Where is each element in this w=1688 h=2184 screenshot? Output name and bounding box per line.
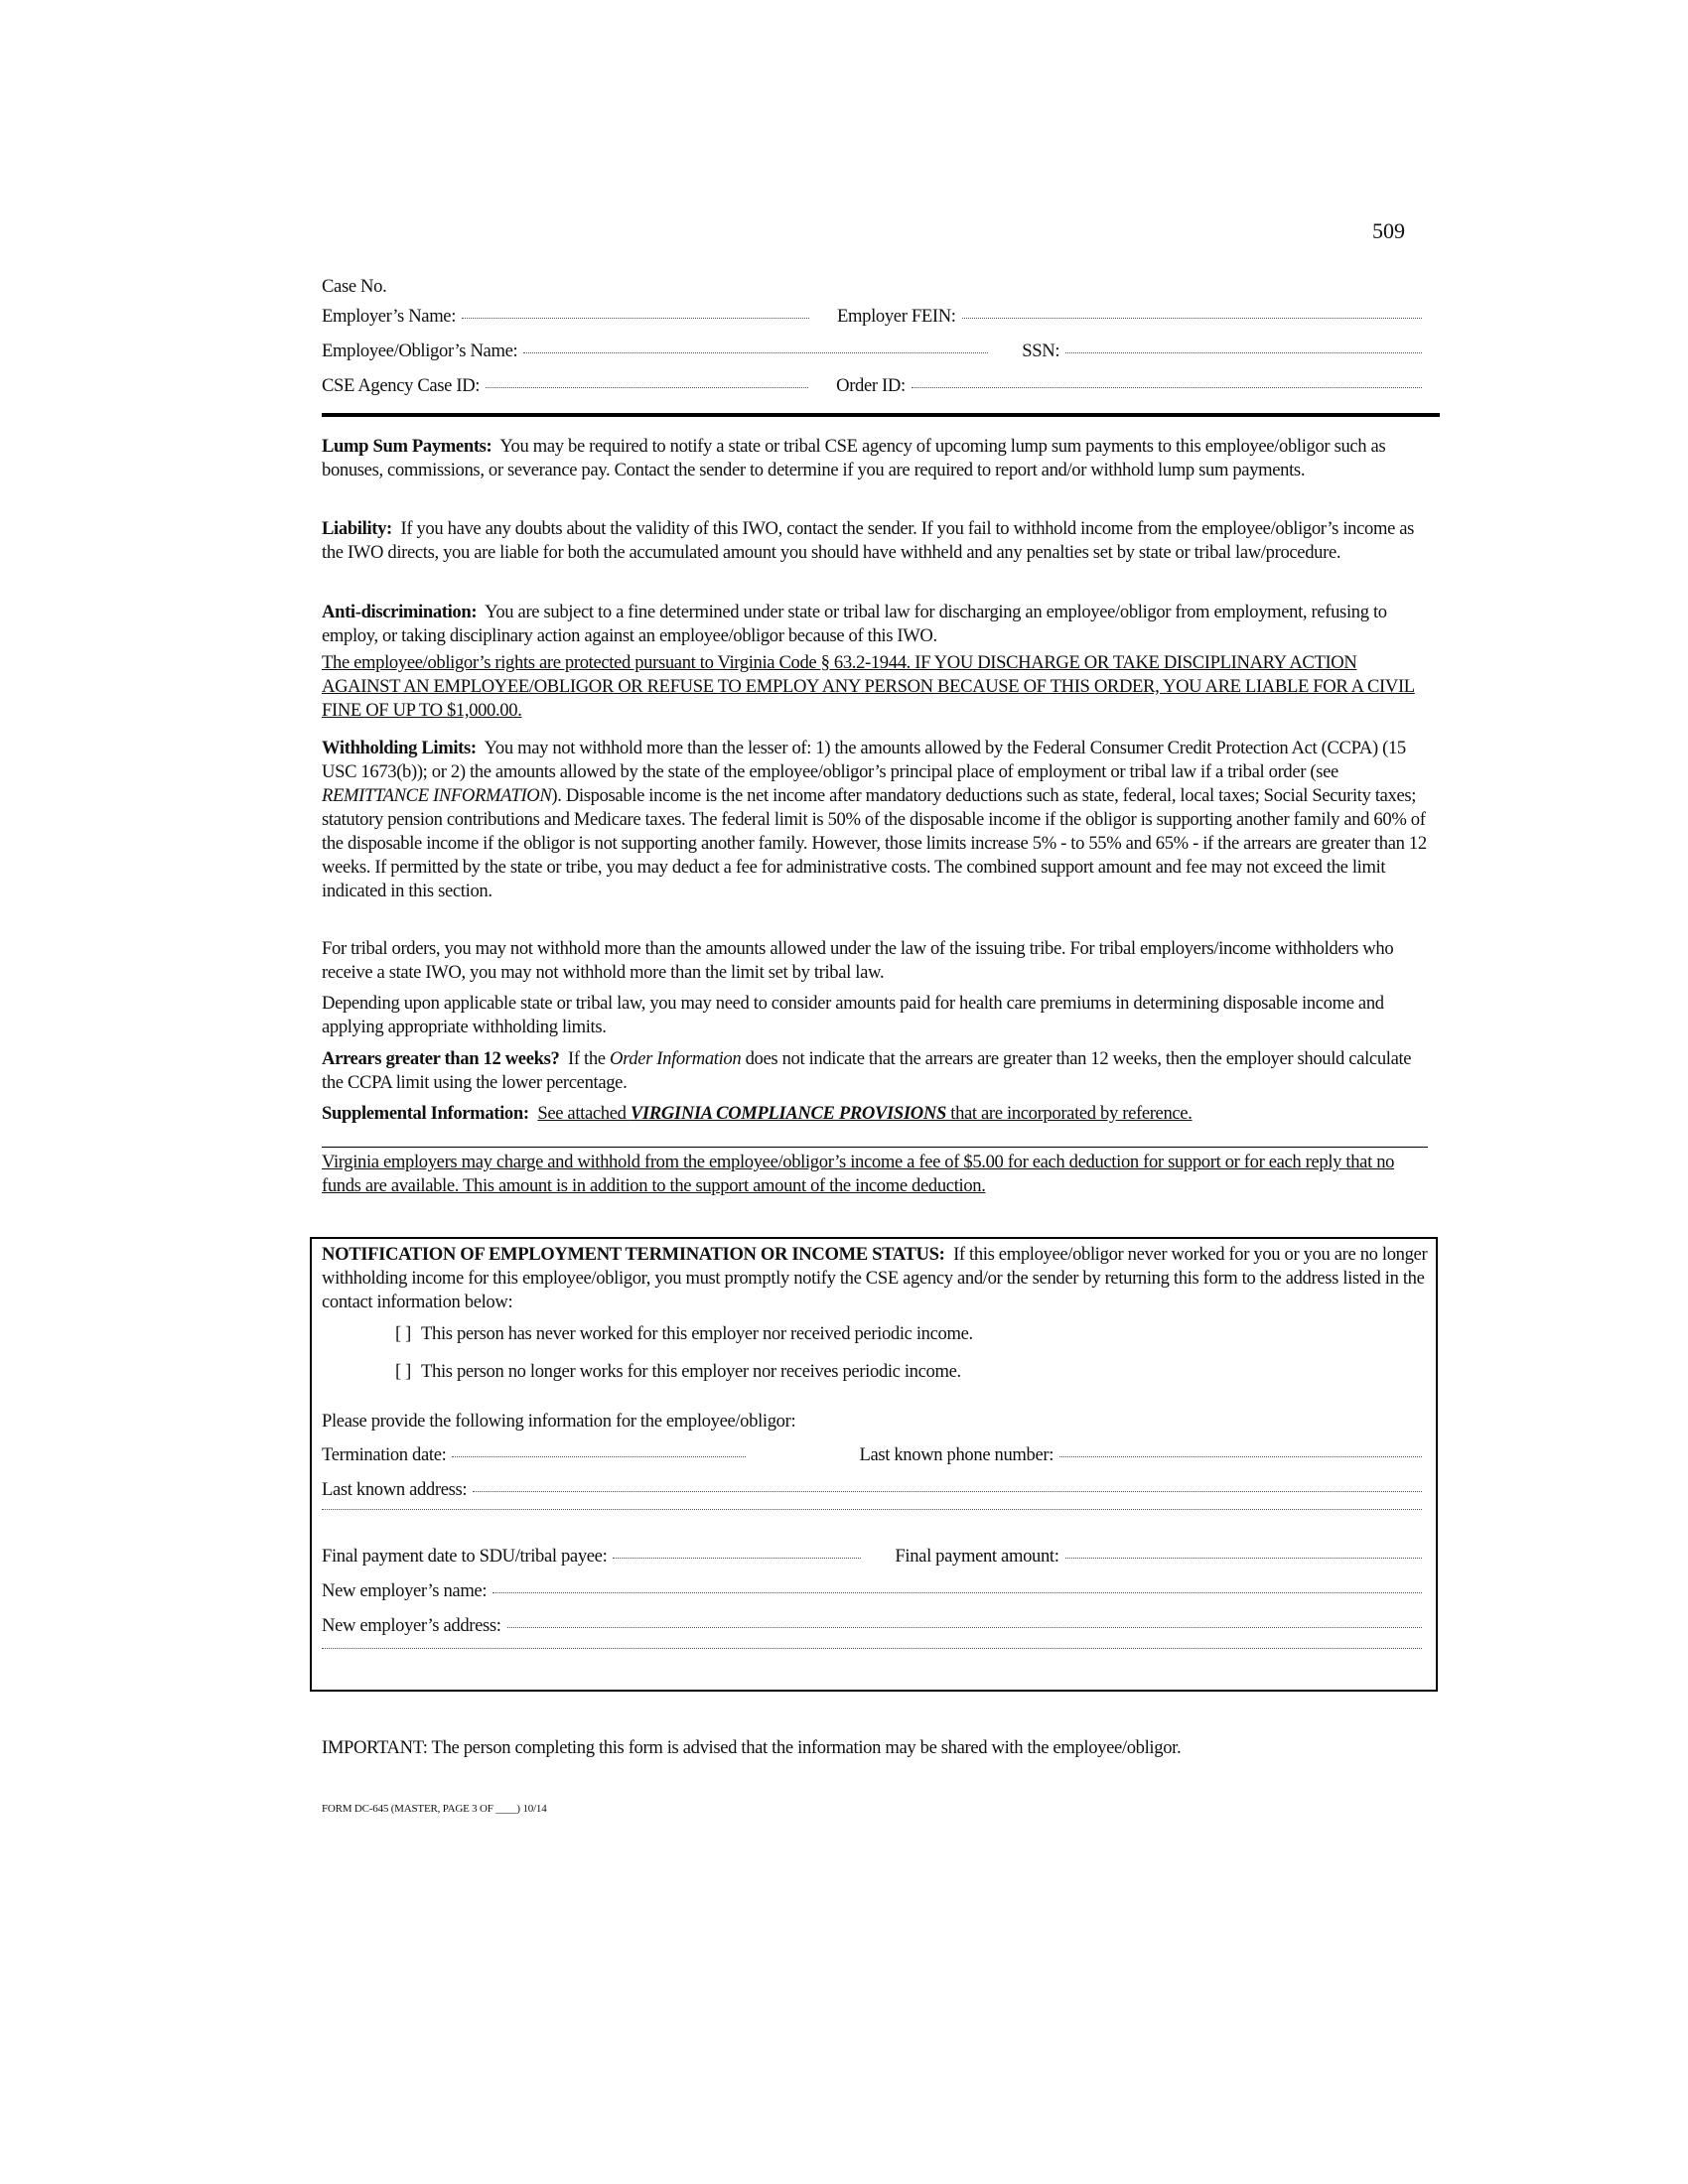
final-payment-date-label: Final payment date to SDU/tribal payee:: [322, 1546, 608, 1567]
last-address-label: Last known address:: [322, 1479, 468, 1500]
withholding-limits-text-2: ). Disposable income is the net income after mandatory deductions such as state, federal, local taxes; Social Security taxes; statutory pension contributions and Medicare taxes. The federal limit is 50% of the disposable income if the obligor is supporting another family and 60% of the disposable income if the obligor is not supporting another family. However, those limits increase 5% - to 55% and 65% - if the arrears are greater than 12 weeks. If permitted by the state or tribe, you may deduct a fee for administrative costs. The combined support amount and fee may not exceed the limit indicated in this section.: [322, 785, 1427, 901]
order-id-label: Order ID:: [836, 375, 906, 396]
ssn-field[interactable]: [1065, 351, 1422, 353]
tribal-orders-text: For tribal orders, you may not withhold more than the amounts allowed under the law of the issuing tribe. For tribal employers/income withholders who receive a state IWO, you may not withhold more than the limit set by tribal law.: [322, 938, 1394, 983]
liability-section: [322, 517, 1432, 565]
order-id-field[interactable]: [912, 386, 1422, 388]
row-new-employer-address: [322, 1615, 1428, 1637]
checkbox-no-longer-works-label: This person no longer works for this employer nor receives periodic income.: [420, 1361, 961, 1382]
new-employer-name-field[interactable]: [492, 1591, 1422, 1593]
row-termination-phone: [322, 1444, 1428, 1466]
notification-text: If this employee/obligor never worked for you or you are no longer withholding income for this employee/obligor, you must promptly notify the CSE agency and/or the sender by returning this form to the address listed in the contact information below:: [322, 1244, 1428, 1312]
cse-case-id-label: CSE Agency Case ID:: [322, 375, 481, 396]
arrears-heading: Arrears greater than 12 weeks?: [322, 1048, 560, 1069]
final-payment-date-field[interactable]: [613, 1557, 861, 1559]
last-address-field-line-2[interactable]: [322, 1508, 1422, 1510]
anti-discrimination-section: [322, 601, 1432, 648]
new-employer-name-label: New employer’s name:: [322, 1580, 488, 1601]
header-divider: [322, 413, 1440, 417]
employee-name-label: Employee/Obligor’s Name:: [322, 341, 518, 361]
health-care-text: Depending upon applicable state or tribal law, you may need to consider amounts paid for health care premiums in determining disposable income and applying appropriate withholding limits.: [322, 993, 1384, 1037]
withholding-limits-text-1: You may not withhold more than the lesser of: 1) the amounts allowed by the Federal Consumer Credit Protection Act (CCPA) (15 USC 1673(b)); or 2) the amounts allowed by the state of the employee/obligor’s principal place of employment or tribal law if a tribal order (see: [322, 738, 1406, 782]
row-final-payment: [322, 1546, 1428, 1568]
new-employer-address-field-line-2[interactable]: [322, 1647, 1422, 1649]
new-employer-address-label: New employer’s address:: [322, 1615, 501, 1636]
row-new-employer-address-cont: [322, 1650, 1428, 1652]
header-row-employer: [322, 306, 1428, 328]
last-phone-label: Last known phone number:: [859, 1444, 1055, 1465]
header-row-employee: [322, 341, 1428, 362]
arrears-text-2: does not indicate that the arrears are greater than 12 weeks, then the employer should calculate the CCPA limit using the lower percentage.: [322, 1048, 1412, 1093]
supplemental-text-2: that are incorporated by reference.: [945, 1103, 1193, 1124]
checkbox-icon[interactable]: [ ]: [395, 1323, 411, 1344]
lump-sum-text: You may be required to notify a state or tribal CSE agency of upcoming lump sum payments to this employee/obligor such as bonuses, commissions, or severance pay. Contact the sender to determine if you are required to report and/or withhold lump sum payments.: [322, 436, 1386, 480]
supplemental-text-1: See attached: [537, 1103, 631, 1124]
new-employer-address-field[interactable]: [507, 1626, 1422, 1628]
arrears-section: [322, 1047, 1432, 1095]
cse-case-id-field[interactable]: [486, 386, 808, 388]
ssn-label: SSN:: [1022, 341, 1060, 361]
order-information-ref: Order Information: [610, 1048, 742, 1069]
supplemental-heading: Supplemental Information:: [322, 1103, 529, 1124]
termination-date-label: Termination date:: [322, 1444, 447, 1465]
last-phone-field[interactable]: [1059, 1455, 1422, 1457]
liability-text: If you have any doubts about the validity of this IWO, contact the sender. If you fail to withhold income from the employee/obligor’s income as the IWO directs, you are liable for both the accumulated amount you should have withheld and any penalties set by state or tribal law/procedure.: [322, 518, 1415, 563]
anti-discrimination-heading: Anti-discrimination:: [322, 602, 478, 622]
arrears-text-1: If the: [568, 1048, 610, 1069]
virginia-rights-notice: The employee/obligor’s rights are protected pursuant to Virginia Code § 63.2-1944. IF YOU DISCHARGE OR TAKE DISCIPLINARY ACTION AGAINST AN EMPLOYEE/OBLIGOR OR REFUSE TO EMPLOY ANY PERSON BECAUSE OF THIS ORDER, YOU ARE LIABLE FOR A CIVIL FINE OF UP TO $1,000.00.: [322, 652, 1415, 721]
employer-fein-label: Employer FEIN:: [837, 306, 956, 327]
anti-discrimination-text: You are subject to a fine determined under state or tribal law for discharging an employee/obligor from employment, refusing to employ, or taking disciplinary action against an employee/obligor because of this IWO.: [322, 602, 1387, 646]
virginia-fee-text: Virginia employers may charge and withhold from the employee/obligor’s income a fee of $5.00 for each deduction for support or for each reply that no funds are available. This amount is in addition to the support amount of the income deduction.: [322, 1152, 1395, 1196]
employer-fein-field[interactable]: [962, 317, 1422, 319]
form-footer: FORM DC-645 (MASTER, PAGE 3 OF ____) 10/14: [322, 1803, 547, 1815]
final-payment-amount-field[interactable]: [1065, 1557, 1422, 1559]
checkbox-never-worked[interactable]: [395, 1323, 973, 1345]
employer-name-label: Employer’s Name:: [322, 306, 457, 327]
important-notice: IMPORTANT: The person completing this form is advised that the information may be shared with the employee/obligor.: [322, 1737, 1182, 1758]
remittance-information-ref: REMITTANCE INFORMATION: [322, 785, 552, 806]
row-last-address: [322, 1479, 1428, 1501]
checkbox-never-worked-label: This person has never worked for this employer nor received periodic income.: [420, 1323, 973, 1344]
row-new-employer-name: [322, 1580, 1428, 1602]
last-address-field[interactable]: [473, 1490, 1422, 1492]
employee-name-field[interactable]: [523, 351, 988, 353]
notification-intro: [322, 1243, 1432, 1314]
case-no-label: Case No.: [322, 276, 387, 297]
withholding-limits-heading: Withholding Limits:: [322, 738, 477, 758]
page-number: 509: [1372, 218, 1405, 243]
employer-name-field[interactable]: [462, 317, 809, 319]
final-payment-amount-label: Final payment amount:: [895, 1546, 1059, 1567]
supplemental-divider: [322, 1147, 1428, 1148]
lump-sum-heading: Lump Sum Payments:: [322, 436, 492, 457]
virginia-compliance-provisions-link: VIRGINIA COMPLIANCE PROVISIONS: [630, 1103, 946, 1124]
checkbox-no-longer-works[interactable]: [395, 1361, 961, 1383]
lump-sum-section: [322, 435, 1432, 482]
header-row-case: [322, 375, 1428, 397]
supplemental-section: [322, 1102, 1432, 1126]
liability-heading: Liability:: [322, 518, 392, 539]
withholding-limits-section: [322, 737, 1432, 903]
checkbox-icon[interactable]: [ ]: [395, 1361, 411, 1382]
notification-heading: NOTIFICATION OF EMPLOYMENT TERMINATION OR INCOME STATUS:: [322, 1244, 945, 1265]
termination-date-field[interactable]: [452, 1455, 746, 1457]
row-last-address-cont: [322, 1511, 1428, 1513]
notification-instructions: Please provide the following information for the employee/obligor:: [322, 1411, 796, 1432]
